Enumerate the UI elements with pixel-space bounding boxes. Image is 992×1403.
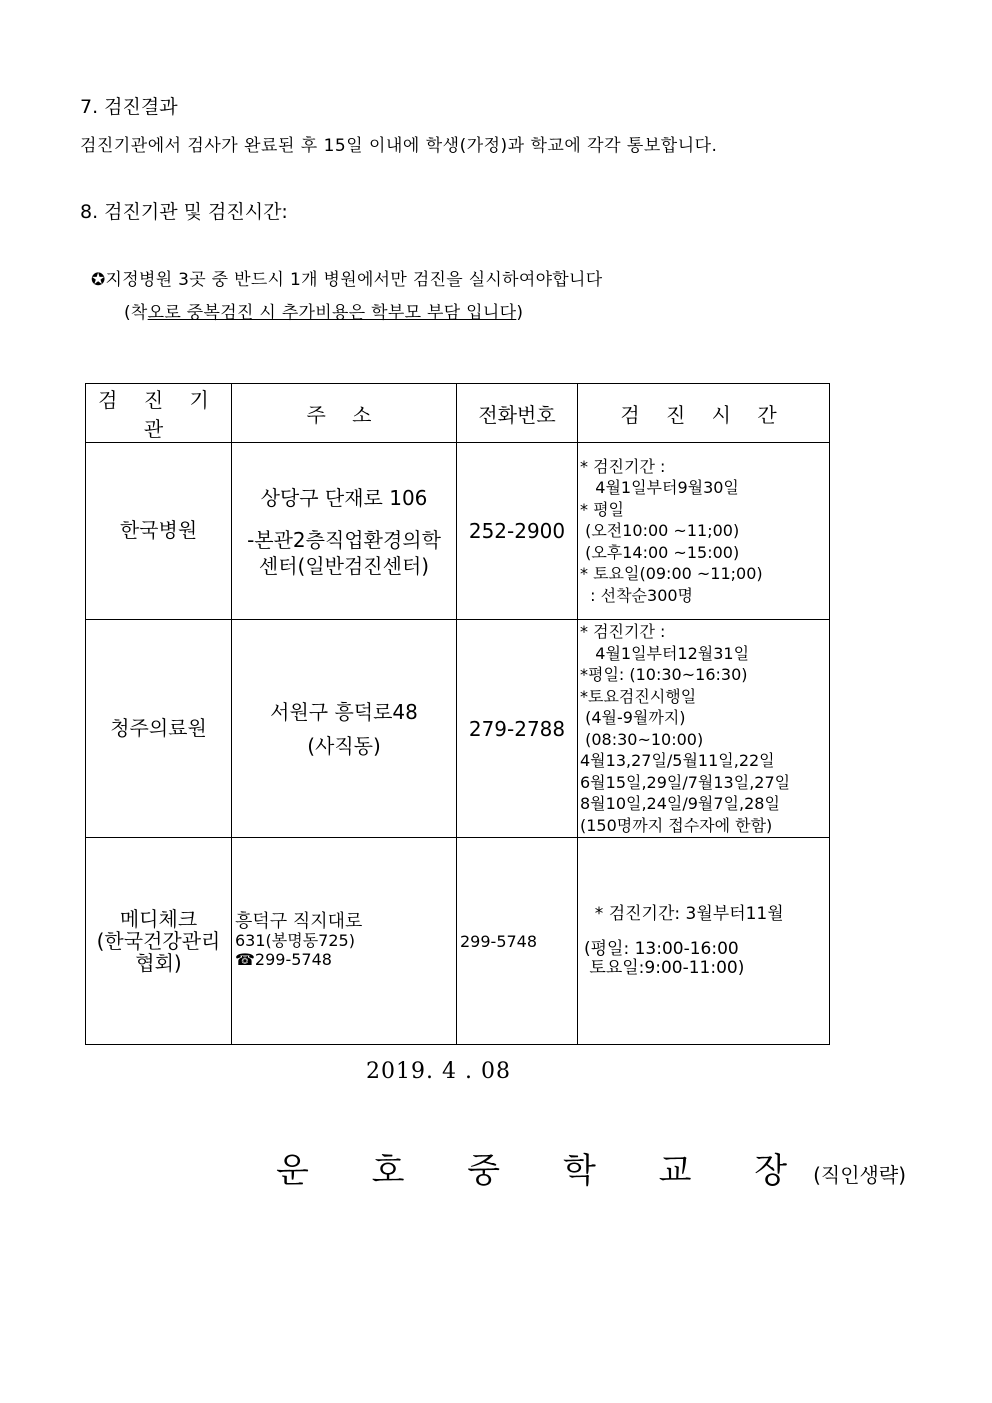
address-line: 흥덕구 직지대로 xyxy=(235,911,363,932)
notice-line2-underlined: 오로 중복검진 시 추가비용은 학부모 부담 입니다 xyxy=(147,303,517,323)
header-hours: 검 진 시 간 xyxy=(578,384,830,443)
table-row xyxy=(86,443,830,620)
phone-cell: 299-5748 xyxy=(457,838,578,1045)
hours-line: *평일: (10:30~16:30) xyxy=(580,665,748,684)
notice-line2 xyxy=(124,298,523,323)
address-line: 서원구 흥덕로48 xyxy=(270,699,418,724)
phone-cell: 252-2900 xyxy=(457,443,578,620)
hours-line: 6월15일,29일/7월13일,27일 xyxy=(580,772,791,792)
address-cell xyxy=(232,443,457,620)
clinic-table xyxy=(85,383,830,1045)
address-cell xyxy=(232,838,457,1045)
address-cell xyxy=(232,620,457,838)
hours-line: (150명까지 접수자에 한함) xyxy=(580,815,773,835)
hours-line: * 검진기간: 3월부터11월 xyxy=(584,904,784,925)
address-line: 센터(일반검진센터) xyxy=(258,554,430,578)
header-institution: 검 진 기 관 xyxy=(86,384,232,443)
hours-line: 8월10일,24일/9월7일,28일 xyxy=(580,794,780,813)
table-row xyxy=(86,620,830,838)
hours-line: 4월13,27일/5월11일,22일 xyxy=(580,751,775,770)
section7-title: 7. 검진결과 xyxy=(80,96,178,118)
notice-line2-post: ) xyxy=(516,303,524,323)
hours-line: (4월-9월까지) xyxy=(580,708,686,727)
hours-line: (08:30~10:00) xyxy=(580,729,704,749)
notice-line1: ✪지정병원 3곳 중 반드시 1개 병원에서만 검진을 실시하여야합니다 xyxy=(91,270,603,290)
hours-line: (평일: 13:00-16:00 xyxy=(584,938,739,959)
hours-cell xyxy=(578,443,830,620)
table-row xyxy=(86,838,830,1045)
hours-line: : 선착순300명 xyxy=(580,585,694,605)
institution-name: 한국병원 xyxy=(119,518,198,543)
section8-title: 8. 검진기관 및 검진시간: xyxy=(80,201,288,223)
address-line: 631(봉명동725) xyxy=(235,931,355,950)
address-line: (사직동) xyxy=(307,733,381,758)
header-phone: 전화번호 xyxy=(457,384,578,443)
hours-line: * 토요일(09:00 ~11;00) xyxy=(580,564,763,584)
address-line xyxy=(232,513,456,527)
hours-line: * 평일 xyxy=(580,499,624,519)
hours-line: * 검진기간 : xyxy=(580,622,666,641)
hours-line: 4월1일부터12월31일 xyxy=(580,643,750,663)
hours-line: (오후14:00 ~15:00) xyxy=(580,542,740,562)
hours-line: (오전10:00 ~11;00) xyxy=(580,521,740,541)
hours-line: * 검진기간 : xyxy=(580,456,666,476)
institution-cell xyxy=(86,443,232,620)
address-line: ☎299-5748 xyxy=(235,950,332,969)
principal-title: 운 호 중 학 교 장 xyxy=(276,1151,814,1191)
institution-cell xyxy=(86,838,232,1045)
hours-cell xyxy=(578,838,830,1045)
address-line: -본관2층직업환경의학 xyxy=(247,528,441,552)
institution-name: 메디체크 xyxy=(119,907,198,931)
hours-line: 토요일:9:00-11:00) xyxy=(584,957,745,978)
document-date: 2019. 4 . 08 xyxy=(366,1059,511,1084)
hours-line xyxy=(584,926,829,940)
section7-body: 검진기관에서 검사가 완료된 후 15일 이내에 학생(가정)과 학교에 각각 통보합니다. xyxy=(80,136,718,156)
hours-line: 4월1일부터9월30일 xyxy=(580,478,739,498)
header-address: 주 소 xyxy=(232,384,457,443)
institution-name: (한국건강관리 xyxy=(96,929,221,953)
institution-cell xyxy=(86,620,232,838)
hours-cell xyxy=(578,620,830,838)
address-line: 상당구 단재로 106 xyxy=(260,486,428,510)
notice-line2-pre: (착 xyxy=(124,303,148,323)
signature-block xyxy=(276,1143,906,1192)
table-header-row xyxy=(86,384,830,443)
hours-line: *토요검진시행일 xyxy=(580,686,697,706)
institution-name: 청주의료원 xyxy=(110,715,207,740)
seal-omitted-note: (직인생략) xyxy=(813,1163,906,1187)
institution-name: 협회) xyxy=(135,951,182,975)
phone-cell: 279-2788 xyxy=(457,620,578,838)
